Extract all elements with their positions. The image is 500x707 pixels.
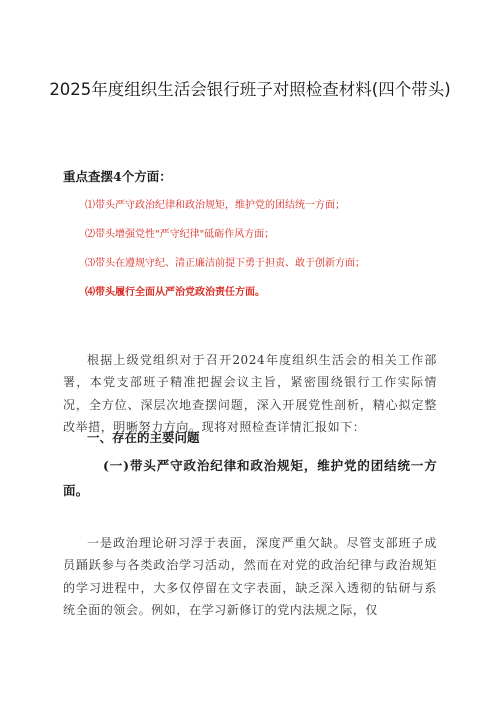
key-point-3: ⑶带头在遵规守纪、清正廉洁前提下勇于担责、敢于创新方面；: [85, 258, 365, 269]
intro-paragraph: 根据上级党组织对于召开2024年度组织生活会的相关工作部署，本党支部班子精准把握会议主旨，紧密围绕银行工作实际情况，全方位、深层次地查摆问题，深入开展党性剖析，精心拟定整改举措，明晰努力方向。现将对照检查详情汇报如下：: [63, 353, 437, 434]
section-heading: 一、存在的主要问题: [87, 430, 200, 445]
subsection-heading: (一)带头严守政治纪律和政治规矩，维护党的团结统一方面。: [63, 458, 437, 498]
key-point-4: ⑷带头履行全面从严治党政治责任方面。: [85, 287, 265, 298]
key-point-2: ⑵带头增强党性"严守纪律"砥砺作风方面；: [85, 229, 275, 240]
key-points-list: [85, 198, 365, 314]
body-paragraph: 一是政治理论研习浮于表面，深度严重欠缺。尽管支部班子成员踊跃参与各类政治学习活动，然而在对党的政治纪律与政治规矩的学习进程中，大多仅停留在文字表面，缺乏深入透彻的钻研与系统全面的领会。例如，在学习新修订的党内法规之际，仅: [63, 536, 437, 617]
document-title: 2025年度组织生活会银行班子对照检查材料(四个带头): [49, 80, 451, 99]
key-points-heading: 重点查摆4个方面：: [63, 169, 172, 184]
key-point-1: ⑴带头严守政治纪律和政治规矩，维护党的团结统一方面；: [85, 200, 345, 211]
